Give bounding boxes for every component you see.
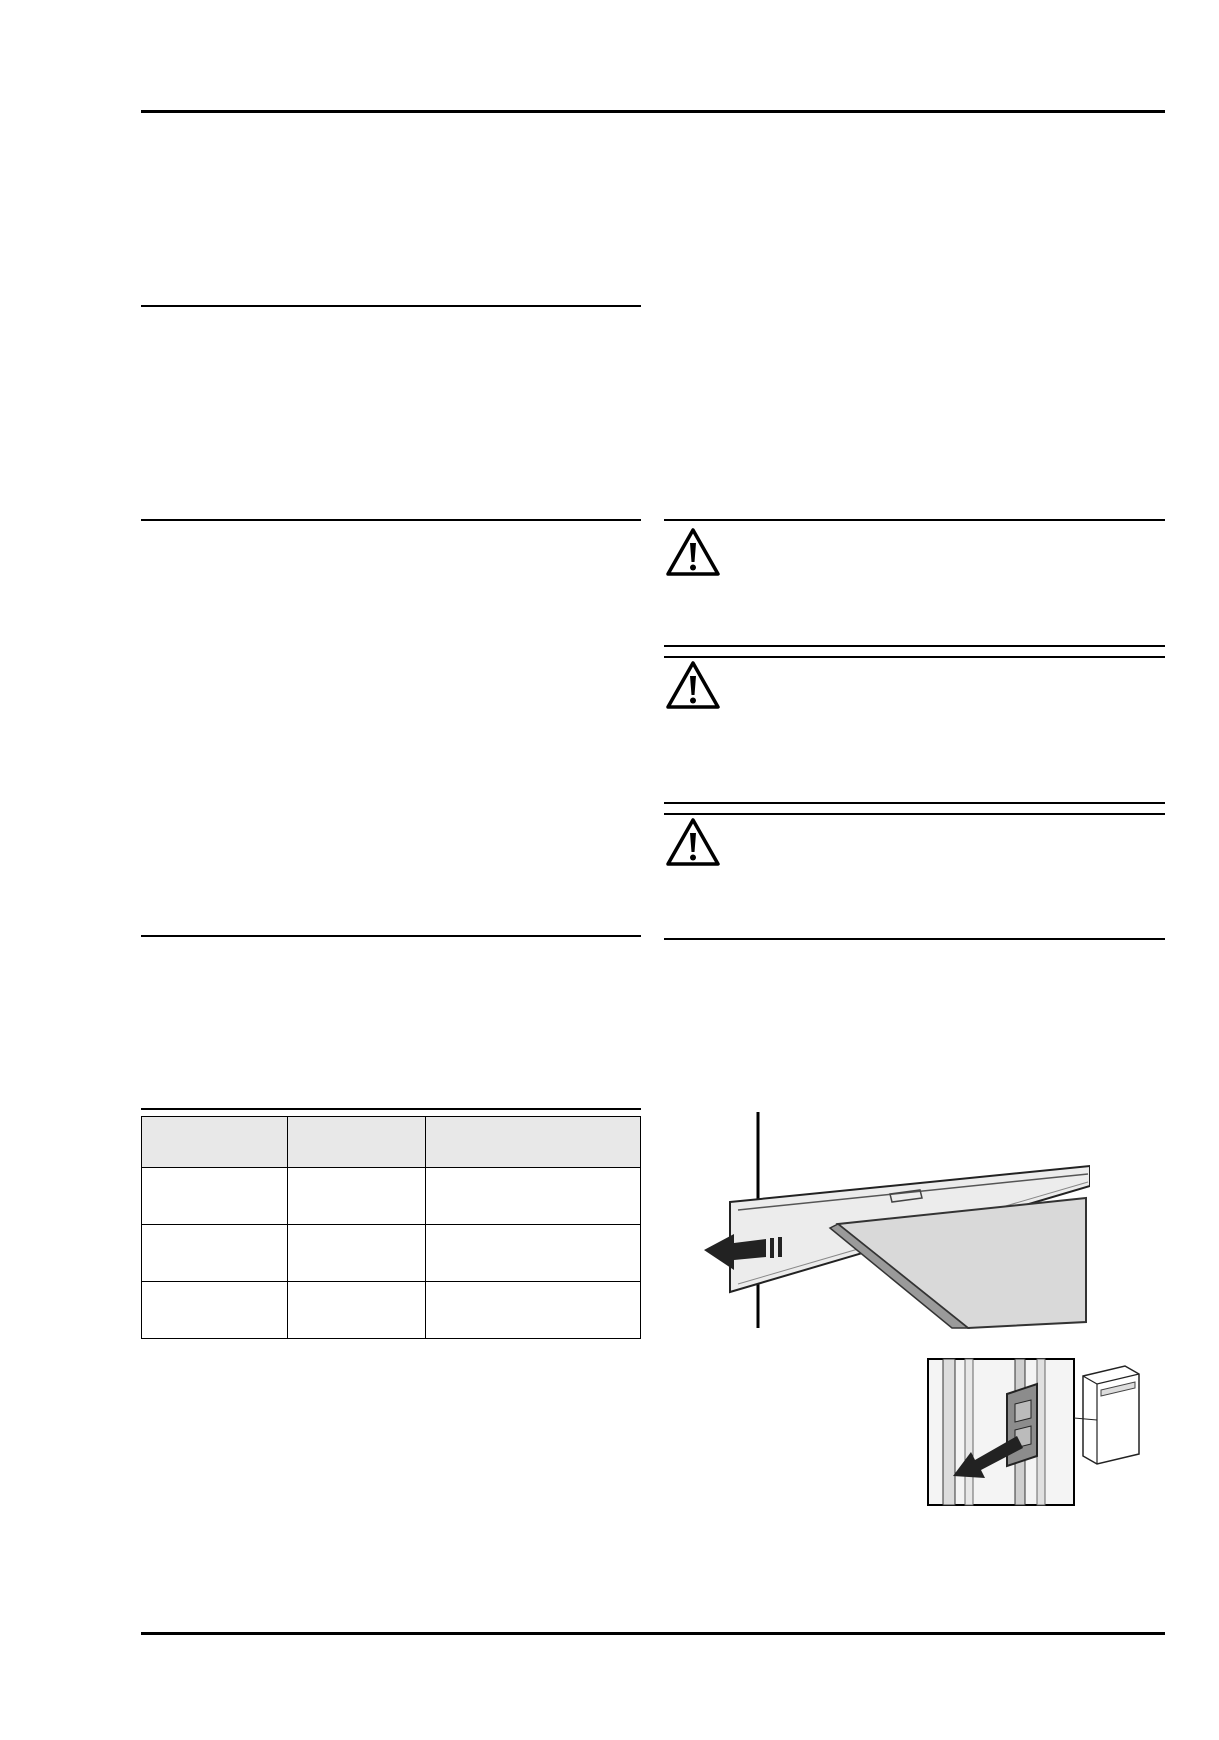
table-header-row <box>142 1117 641 1168</box>
table-header-cell <box>288 1117 426 1168</box>
table-header-cell <box>426 1117 641 1168</box>
table-cell <box>426 1282 641 1339</box>
table-row <box>142 1282 641 1339</box>
appliance-thumbnail <box>1074 1366 1139 1464</box>
section-rule-4 <box>141 1108 641 1110</box>
table-cell <box>288 1282 426 1339</box>
warning-rule-c <box>664 802 1165 804</box>
section-rule-3 <box>141 935 641 937</box>
warning-rule-top-1 <box>664 519 1165 521</box>
footer-rule <box>141 1632 1165 1635</box>
table-cell <box>288 1225 426 1282</box>
table-cell <box>426 1168 641 1225</box>
data-table <box>141 1116 641 1339</box>
shelf-removal-illustration <box>690 1110 1090 1330</box>
warning-rule-d <box>664 813 1165 815</box>
warning-triangle-icon <box>665 817 721 867</box>
table-cell <box>426 1225 641 1282</box>
warning-triangle-icon <box>665 660 721 710</box>
warning-triangle-icon <box>665 527 721 577</box>
warning-rule-b <box>664 656 1165 658</box>
table-cell <box>142 1168 288 1225</box>
table-cell <box>142 1282 288 1339</box>
header-rule <box>141 110 1165 113</box>
section-rule-1 <box>141 305 641 307</box>
warning-rule-a <box>664 645 1165 647</box>
table-cell <box>288 1168 426 1225</box>
section-rule-right <box>664 938 1165 940</box>
section-rule-2 <box>141 519 641 521</box>
table-row <box>142 1168 641 1225</box>
hinge-removal-illustration <box>925 1356 1145 1508</box>
table-header-cell <box>142 1117 288 1168</box>
table-cell <box>142 1225 288 1282</box>
table-row <box>142 1225 641 1282</box>
